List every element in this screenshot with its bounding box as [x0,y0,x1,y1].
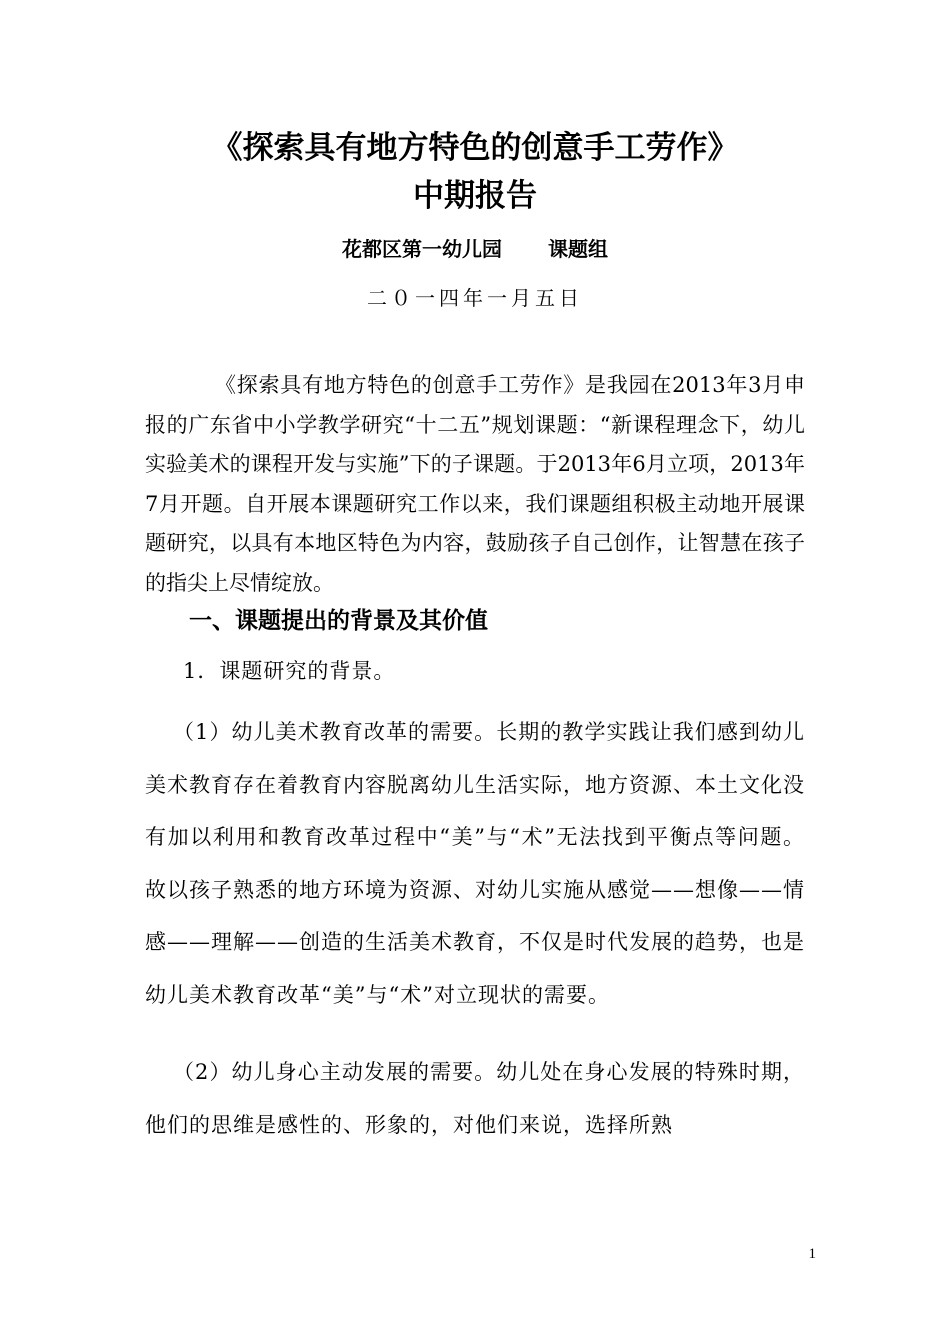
section-heading: 一、课题提出的背景及其价值 [189,608,488,634]
report-date: 二０一四年一月五日 [367,286,583,310]
document-subtitle: 中期报告 [413,178,537,214]
research-group: 课题组 [548,237,608,261]
body-paragraph-1: （1）幼儿美术教育改革的需要。长期的教学实践让我们感到幼儿美术教育存在着教育内容脱离幼儿生活实际，地方资源、本土文化没有加以利用和教育改革过程中“美”与“术”无法找到平衡点等问题。故以孩子熟悉的地方环境为资源、对幼儿实施从感觉——想像——情感——理解——创造的生活美术教育，不仅是时代发展的趋势，也是幼儿美术教育改革“美”与“术”对立现状的需要。 [145,720,805,1007]
document-title: 《探索具有地方特色的创意手工劳作》 [211,130,739,166]
intro-paragraph: 《探索具有地方特色的创意手工劳作》是我园在2013年3月申报的广东省中小学教学研究“十二五”规划课题：“新课程理念下，幼儿实验美术的课程开发与实施”下的子课题。于2013年6月立项，2013年7月开题。自开展本课题研究工作以来，我们课题组积极主动地开展课题研究，以具有本地区特色为内容，鼓励孩子自己创作，让智慧在孩子的指尖上尽情绽放。 [145,373,805,595]
author-line [0,235,950,263]
subsection-item: 1．课题研究的背景。 [183,659,396,683]
page-number: 1 [808,1246,816,1262]
body-paragraph-2: （2）幼儿身心主动发展的需要。幼儿处在身心发展的特殊时期，他们的思维是感性的、形象的，对他们来说，选择所熟 [145,1060,805,1137]
school-name: 花都区第一幼儿园 [342,237,502,261]
